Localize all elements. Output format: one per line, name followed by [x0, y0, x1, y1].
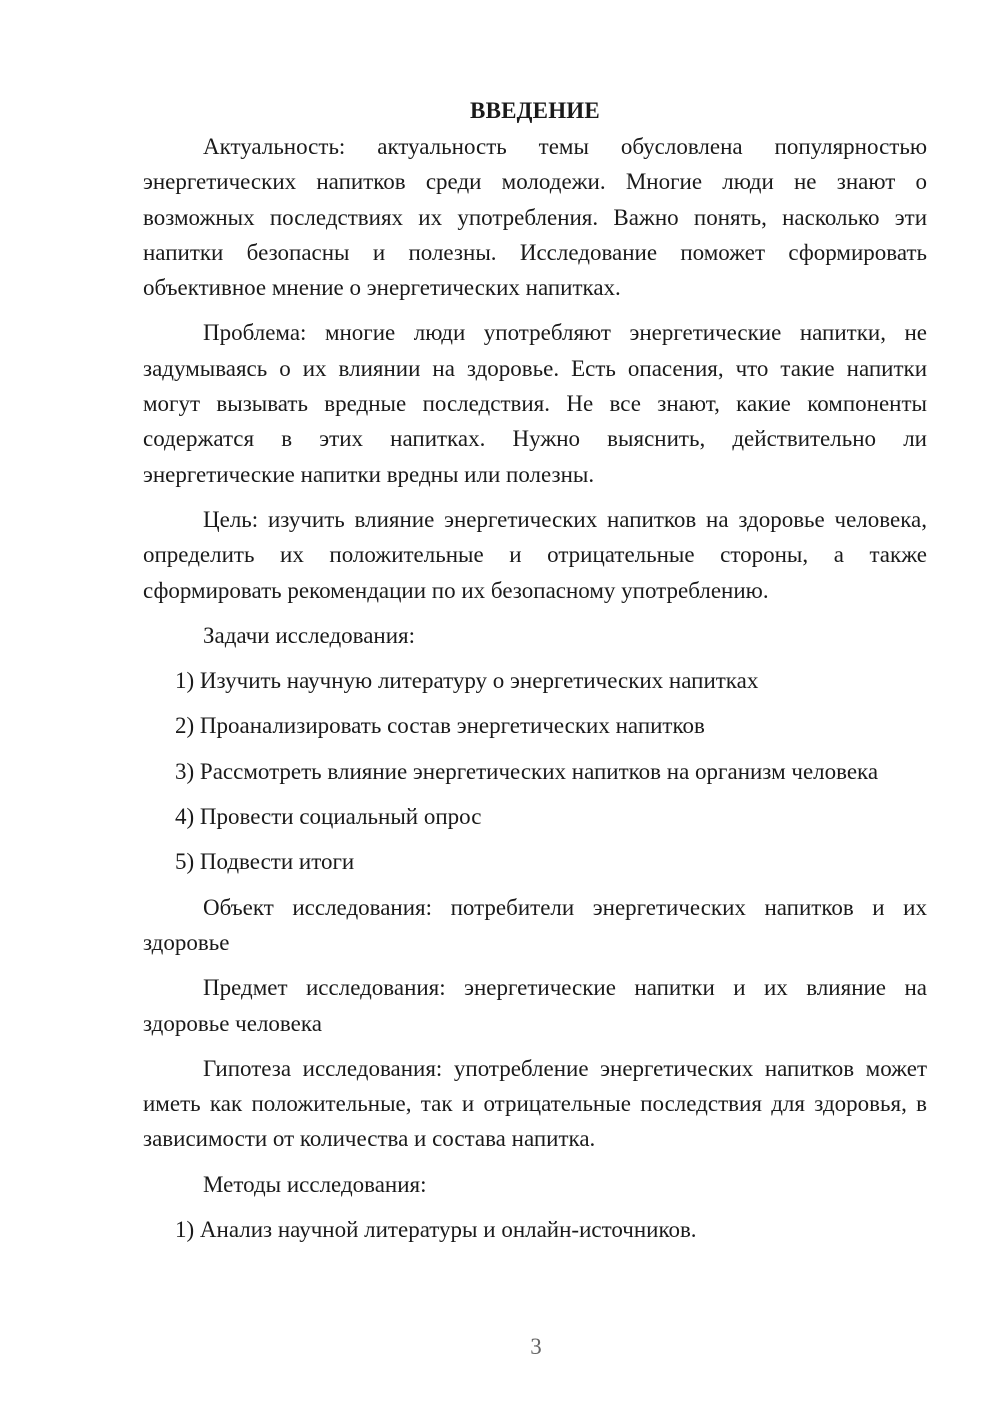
methods-heading: Методы исследования: — [203, 1171, 427, 1197]
task-item-5: 5) Подвести итоги — [175, 849, 355, 875]
subject-paragraph: Предмет исследования: энергетические напитки и их влияние на здоровье человека — [143, 975, 927, 1036]
hypothesis-paragraph: Гипотеза исследования: употребление энергетических напитков может иметь как положительные, так и отрицательные последствия для здоровья, в зависимости от количества и состава напитка. — [143, 1055, 927, 1152]
task-item-3: 3) Рассмотреть влияние энергетических напитков на организм человека — [175, 758, 879, 784]
relevance-paragraph: Актуальность: актуальность темы обусловлена популярностью энергетических напитков среди молодежи. Многие люди не знают о возможных последствиях их употребления. Важно понять, насколько эти напитки безопасны и полезны. Исследование поможет сформировать объективное мнение о энергетических напитках. — [143, 134, 927, 301]
goal-paragraph: Цель: изучить влияние энергетических напитков на здоровье человека, определить их положительные и отрицательные стороны, а также сформировать рекомендации по их безопасному употреблению. — [143, 506, 927, 603]
problem-paragraph: Проблема: многие люди употребляют энергетические напитки, не задумываясь о их влиянии на здоровье. Есть опасения, что такие напитки могут вызывать вредные последствия. Не все знают, какие компоненты содержатся в этих напитках. Нужно выяснить, действительно ли энергетические напитки вредны или полезны. — [143, 320, 927, 487]
method-item-1: 1) Анализ научной литературы и онлайн-источников. — [175, 1217, 697, 1243]
task-item-1: 1) Изучить научную литературу о энергетических напитках — [175, 668, 759, 694]
page-number: 3 — [530, 1334, 542, 1359]
object-paragraph: Объект исследования: потребители энергетических напитков и их здоровье — [143, 894, 927, 955]
task-item-4: 4) Провести социальный опрос — [175, 804, 482, 830]
task-item-2: 2) Проанализировать состав энергетических напитков — [175, 713, 705, 739]
document-page — [143, 93, 927, 1247]
page-title: ВВЕДЕНИЕ — [470, 98, 600, 123]
tasks-heading: Задачи исследования: — [203, 622, 416, 648]
